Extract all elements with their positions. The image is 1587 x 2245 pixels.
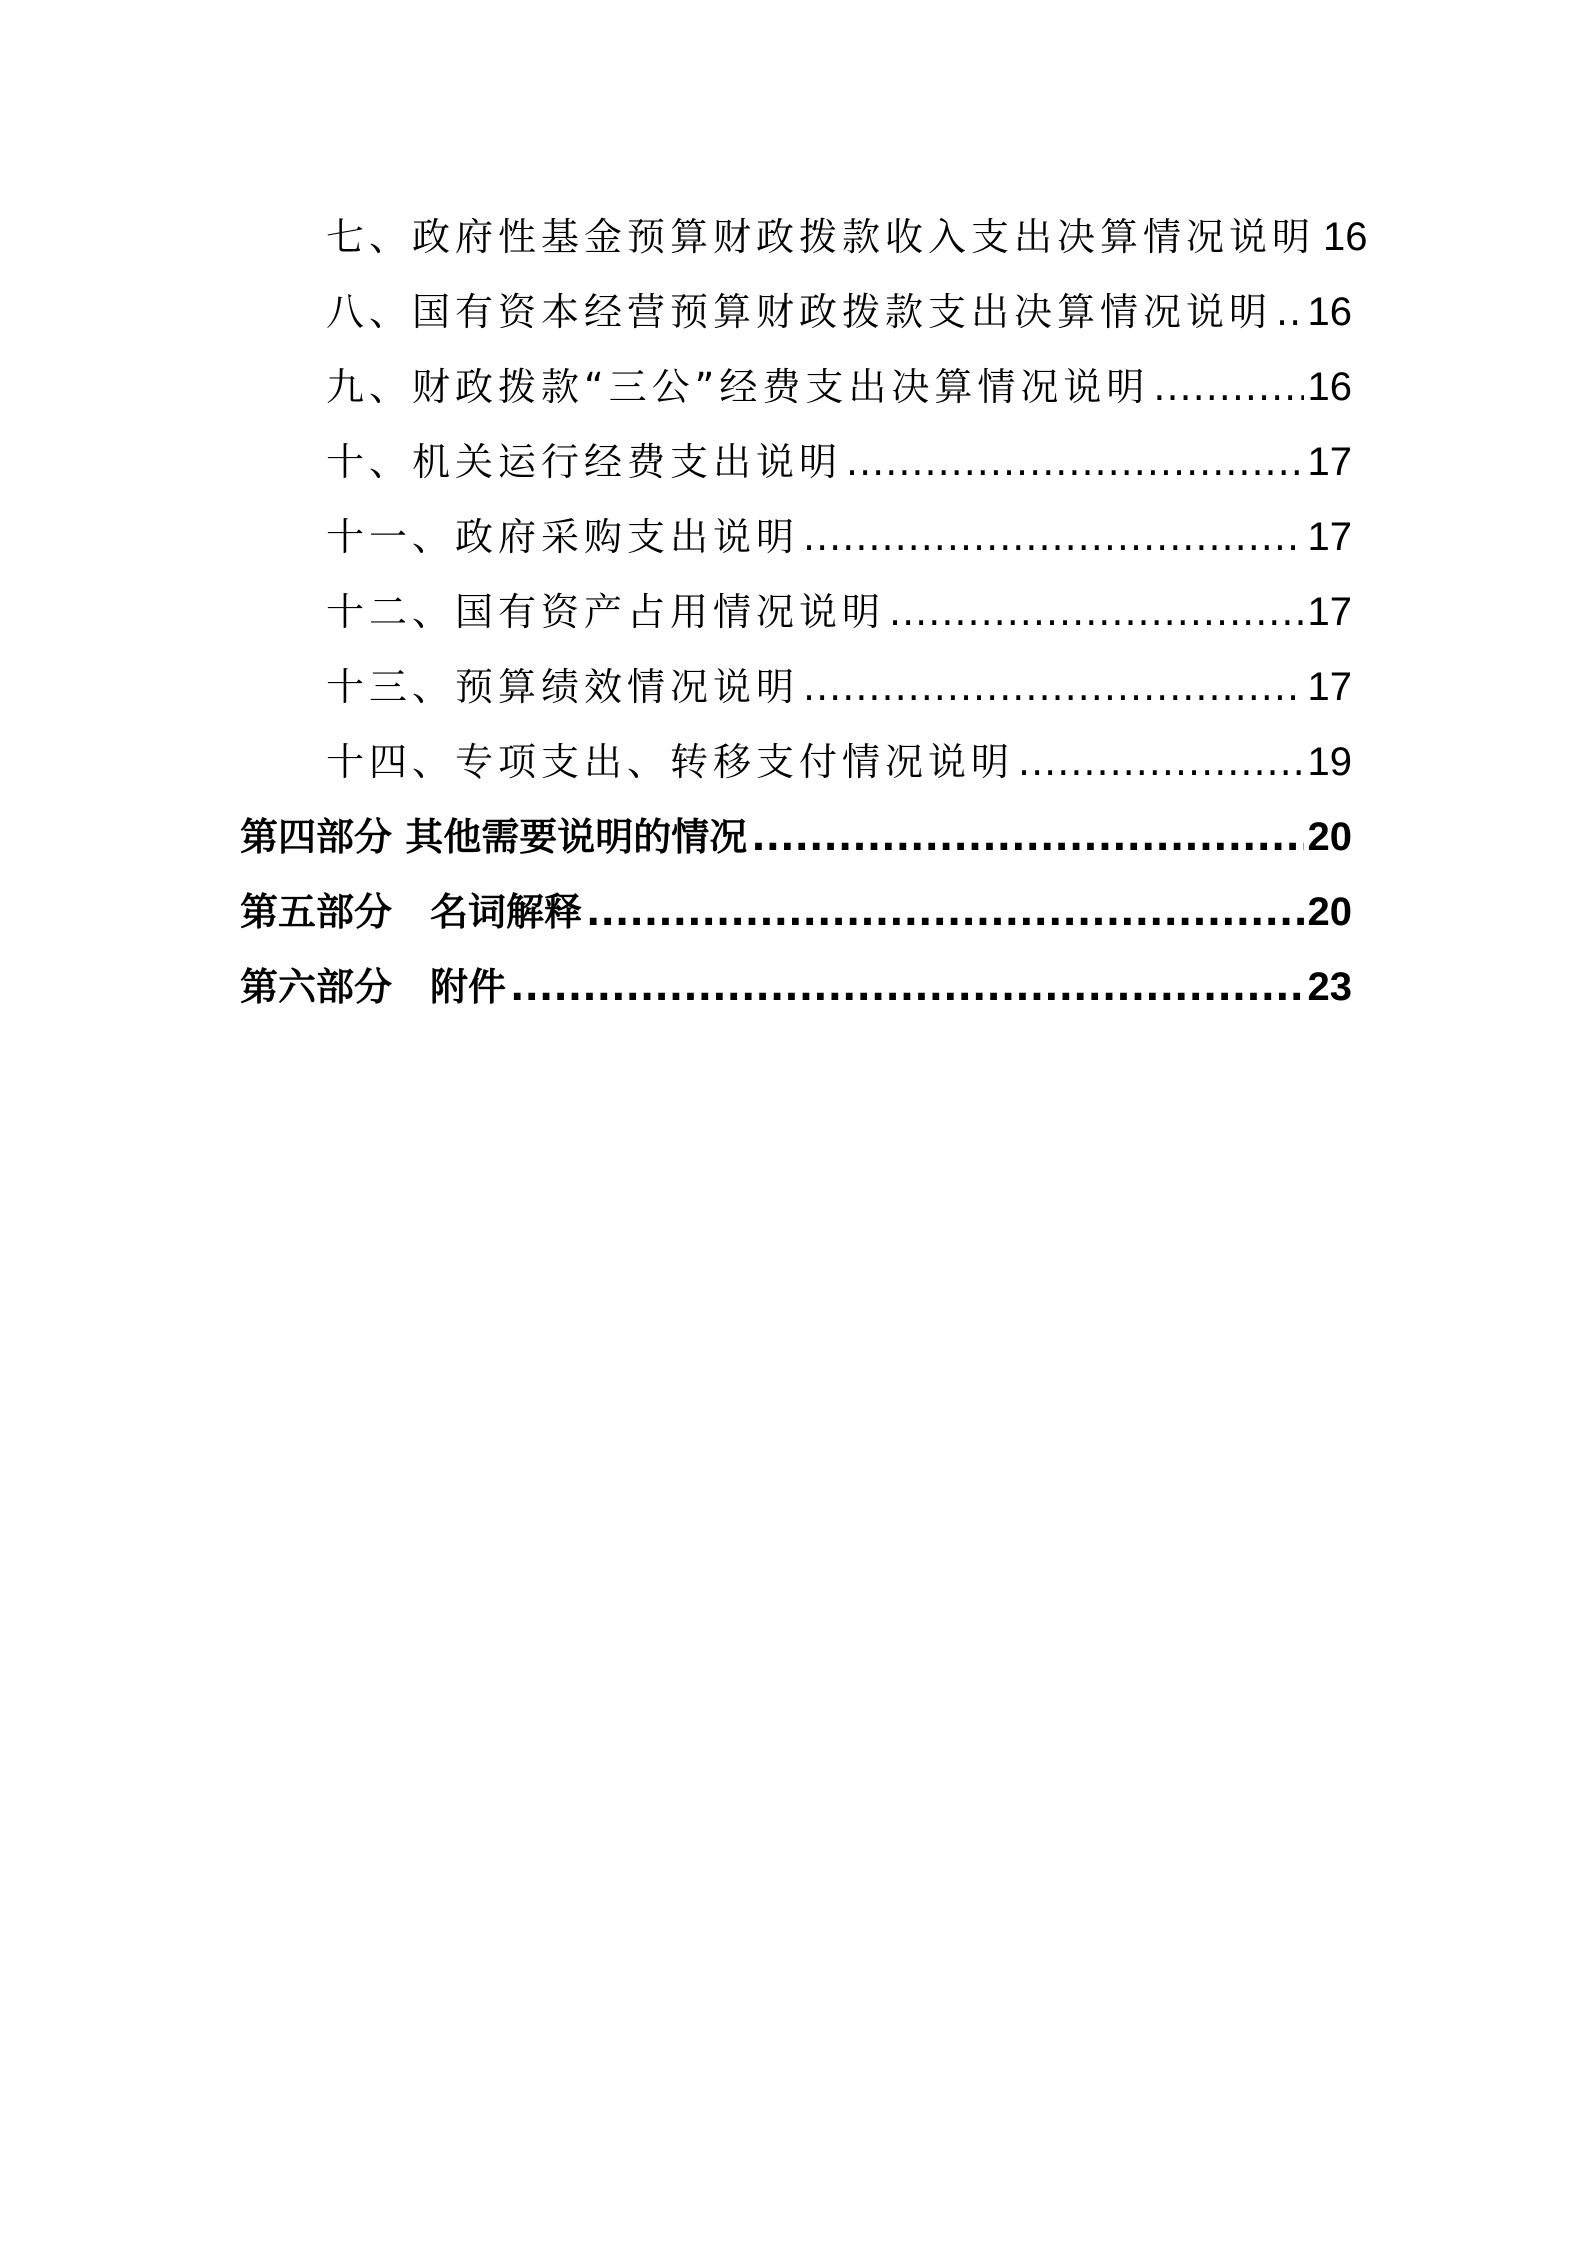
- toc-section-title: 第四部分 其他需要说明的情况: [240, 815, 748, 859]
- toc-entry-page: 17: [1307, 590, 1352, 634]
- toc-section-title: 第五部分 名词解释: [240, 890, 583, 934]
- toc-entry[interactable]: [240, 275, 1352, 350]
- toc-entry-title: 十三、预算绩效情况说明: [326, 665, 800, 709]
- toc-dot-leader: [889, 575, 1303, 650]
- toc-entry[interactable]: [240, 575, 1352, 650]
- toc-entry-title: 十、机关运行经费支出说明: [326, 440, 843, 484]
- toc-dot-leader: [846, 425, 1303, 500]
- toc-dot-leader: [1018, 725, 1303, 800]
- toc-entry[interactable]: [240, 350, 1352, 425]
- toc-entry-title: 十一、政府采购支出说明: [326, 515, 800, 559]
- toc-entry-page: 19: [1307, 740, 1352, 784]
- toc-entry-title: 十四、专项支出、转移支付情况说明: [326, 740, 1015, 784]
- toc-entry-title: 十二、国有资产占用情况说明: [326, 590, 886, 634]
- toc-dot-leader: [1153, 350, 1303, 425]
- toc-entry-page: 17: [1307, 515, 1352, 559]
- toc-dot-leader: [803, 650, 1303, 725]
- toc-section-entry[interactable]: [240, 950, 1352, 1025]
- toc-entry-page: 16: [1323, 215, 1368, 259]
- toc-entry[interactable]: [240, 200, 1368, 275]
- toc-entry[interactable]: [240, 725, 1352, 800]
- toc-section-page: 20: [1307, 890, 1352, 934]
- toc-dot-leader: [510, 950, 1303, 1025]
- toc-section-title: 第六部分 附件: [240, 965, 507, 1009]
- toc-section-entry[interactable]: [240, 800, 1352, 875]
- toc-entry-page: 16: [1307, 290, 1352, 334]
- toc-section-page: 23: [1307, 965, 1352, 1009]
- toc-dot-leader: [803, 500, 1303, 575]
- toc-entry[interactable]: [240, 650, 1352, 725]
- toc-entry-title: 七、政府性基金预算财政拨款收入支出决算情况说明: [326, 215, 1316, 259]
- toc-section-page: 20: [1307, 815, 1352, 859]
- toc-dot-leader: [1276, 275, 1303, 350]
- toc-entry-title: 九、财政拨款“三公”经费支出决算情况说明: [326, 365, 1150, 409]
- toc-entry-page: 16: [1307, 365, 1352, 409]
- toc-entry-page: 17: [1307, 665, 1352, 709]
- toc-entry[interactable]: [240, 425, 1352, 500]
- toc-entry-page: 17: [1307, 440, 1352, 484]
- toc-dot-leader: [586, 875, 1303, 950]
- table-of-contents: [240, 200, 1368, 1025]
- toc-dot-leader: [751, 800, 1303, 875]
- toc-entry[interactable]: [240, 500, 1352, 575]
- toc-section-entry[interactable]: [240, 875, 1352, 950]
- toc-entry-title: 八、国有资本经营预算财政拨款支出决算情况说明: [326, 290, 1273, 334]
